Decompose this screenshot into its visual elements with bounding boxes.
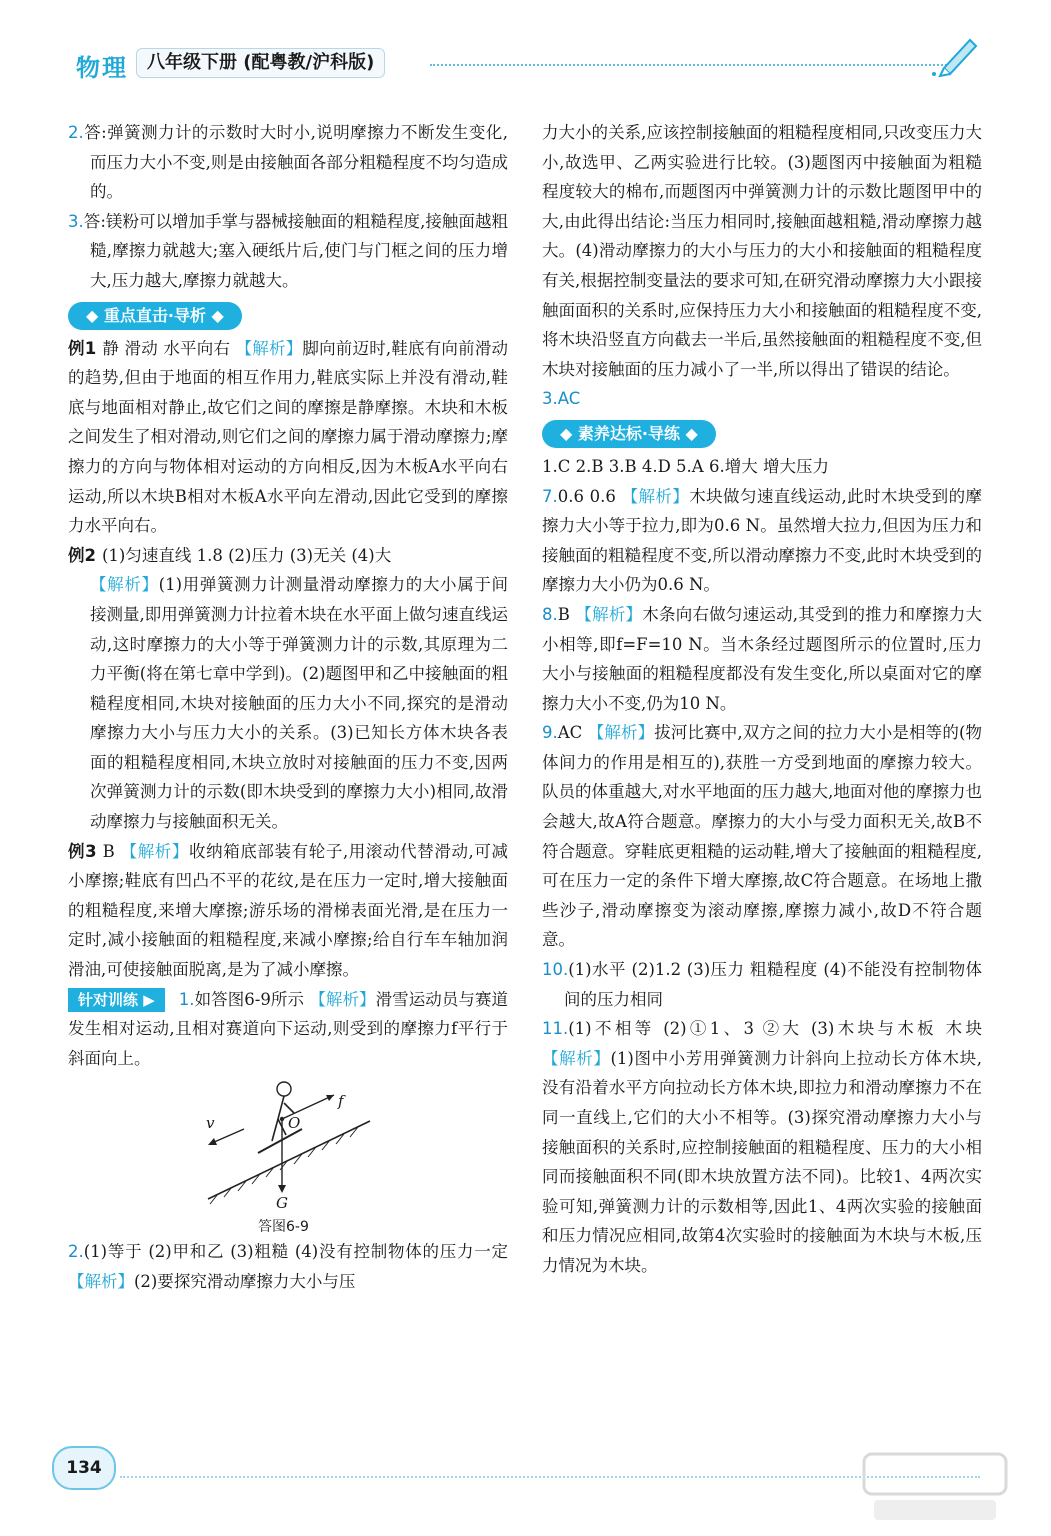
question-number: 7. [542, 486, 558, 506]
page-header [70, 44, 980, 84]
example-1 [68, 334, 508, 541]
analysis-text: 脚向前迈时,鞋底有向前滑动的趋势,但由于地面的相互作用力,鞋底实际上并没有滑动,鞋底与地面相对静止,故它们之间的摩擦是静摩擦。木块和木板之间发生了相对滑动,则它们之间的摩擦力属于滑动摩擦力;摩擦力的方向与物体相对运动的方向相反,因为木板A水平向右运动,所以木块B相对木板A水平向左滑动,因此它受到的摩擦力水平向右。 [68, 338, 509, 536]
analysis-text: (1)图中小芳用弹簧测力计斜向上拉动长方体木块,没有沿着水平方向拉动长方体木块,即拉力和滑动摩擦力不在同一直线上,它们的大小不相等。(3)探究滑动摩擦力大小与接触面积的关系时,应控制接触面的粗糙程度、压力的大小相同而接触面积不同(即木块放置方法不同)。比较1、4两次实验可知,弹簧测力计的示数相等,因此1、4两次实验的接触面和压力情况应相同,故第4次实验时的接触面为木块与木板,压力情况为木块。 [542, 1048, 983, 1275]
answer-11 [542, 1014, 982, 1280]
left-column [68, 118, 508, 1297]
right-column [542, 118, 982, 1281]
analysis-text: 收纳箱底部装有轮子,用滚动代替滑动,可减小摩擦;鞋底有凹凸不平的花纹,是在压力一定时,增大接触面的粗糙程度,来增大摩擦;游乐场的滑梯表面光滑,是在压力一定时,减小接触面的粗糙程度,来减小摩擦;给自行车车轴加润滑油,可使接触面脱离,是为了减小摩擦。 [68, 841, 509, 980]
watermark-logo [860, 1446, 1010, 1526]
analysis-tag: 【解析】 [68, 1272, 134, 1291]
velocity-label: v [206, 1114, 215, 1133]
analysis-tag: 【解析】 [542, 1048, 611, 1068]
header-rule [430, 64, 950, 66]
analysis-tag: 【解析】 [235, 338, 303, 358]
answer-value: 0.6 0.6 [557, 486, 616, 506]
subject-title: 物理 [76, 54, 128, 82]
training-answer: (1)等于 (2)甲和乙 (3)粗糙 (4)没有控制物体的压力一定 [83, 1242, 508, 1262]
analysis-text: 木块做匀速直线运动,此时木块受到的摩擦力大小等于拉力,即为0.6 N。虽然增大拉力,但因为压力和接触面的粗糙程度不变,所以滑动摩擦力不变,此时木块受到的摩擦力大小仍为0.6 N。 [542, 486, 982, 595]
answers-1-6: 1.C 2.B 3.B 4.D 5.A 6.增大 增大压力 [542, 456, 829, 476]
example-answer: 静 滑动 水平向右 [102, 338, 231, 358]
training-2 [68, 1237, 508, 1296]
answer-value: B [557, 604, 570, 624]
analysis-tag: 【解析】 [575, 604, 643, 624]
analysis-tag: 【解析】 [587, 723, 655, 743]
analysis-tag: 【解析】 [120, 841, 190, 861]
example-3 [68, 837, 508, 985]
answer-2 [68, 118, 508, 207]
gravity-label: G [276, 1194, 288, 1213]
example-label: 例3 [68, 841, 97, 861]
analysis-tag: 【解析】 [90, 575, 159, 595]
answer-3 [68, 207, 508, 296]
answer-value: (1)不相等 (2)①1、3 ②大 (3)木块与木板 木块 [568, 1019, 982, 1039]
question-number: 3. [68, 211, 84, 231]
analysis-text: (2)要探究滑动摩擦力大小与压 [134, 1272, 356, 1291]
question-number: 9. [542, 723, 558, 743]
example-label: 例2 [68, 545, 96, 565]
page-number: 134 [52, 1446, 116, 1490]
analysis-text: (1)用弹簧测力计测量滑动摩擦力的大小属于间接测量,即用弹簧测力计拉着木块在水平面上做匀速直线运动,这时摩擦力的大小等于弹簧测力计的示数,其原理为二力平衡(将在第七章中学到)。(2)题图甲和乙中接触面的粗糙程度相同,木块对接触面的压力大小不同,探究的是滑动摩擦力大小与压力大小的关系。(3)已知长方体木块各表面的粗糙程度相同,木块立放时对接触面的压力不变,因两次弹簧测力计的示数(即木块受到的摩擦力大小)相同,故滑动摩擦力与接触面积无关。 [90, 575, 509, 832]
figure-6-9 [68, 1077, 508, 1235]
skier-diagram [198, 1077, 378, 1207]
edition-text: (配粤教/沪科版) [243, 52, 375, 73]
footer-rule [120, 1476, 980, 1478]
analysis-tag: 【解析】 [309, 989, 376, 1009]
analysis-text: 木条向右做匀速运动,其受到的推力和摩擦力大小相等,即f=F=10 N。当木条经过题图所示的位置时,压力大小与接触面的粗糙程度都没有发生变化,所以桌面对它的摩擦力大小不变,仍为10 N。 [542, 604, 983, 713]
training-answer: 如答图6-9所示 [194, 989, 305, 1009]
example-2-analysis [68, 570, 508, 836]
answer-7 [542, 482, 982, 600]
analysis-text: 滑雪运动员与赛道发生相对运动,且相对赛道向下运动,则受到的摩擦力f平行于斜面向上。 [68, 989, 509, 1068]
question-number: 10. [542, 960, 569, 980]
question-number: 2. [68, 1242, 84, 1262]
grade-label [136, 48, 385, 78]
question-number: 8. [542, 604, 558, 624]
analysis-text: 拔河比赛中,双方之间的拉力大小是相等的(物体间力的作用是相互的),获胜一方受到地面的摩擦力较大。队员的体重越大,对水平地面的压力越大,地面对他的摩擦力也会越大,故A符合题意。摩擦力的大小与受力面积无关,故B不符合题意。穿鞋底更粗糙的运动鞋,增大了接触面的粗糙程度,可在压力一定的条件下增大摩擦,故C符合题意。在场地上撒些沙子,滑动摩擦变为滚动摩擦,摩擦力减小,故D不符合题意。 [542, 723, 983, 950]
question-number: 1. [178, 989, 195, 1009]
answer-text: 答:镁粉可以增加手掌与器械接触面的粗糙程度,接触面越粗糙,摩擦力就越大;塞入硬纸片后,使门与门框之间的压力增大,压力越大,摩擦力就越大。 [83, 211, 508, 290]
example-answer: (1)匀速直线 1.8 (2)压力 (3)无关 (4)大 [101, 545, 392, 565]
friction-label: f [338, 1092, 344, 1111]
figure-caption: 答图6-9 [258, 1219, 309, 1236]
analysis-tag: 【解析】 [621, 486, 690, 506]
example-answer: B [102, 841, 115, 861]
training-3: 3.AC [542, 389, 581, 409]
answer-10 [542, 955, 982, 1014]
question-number: 2. [68, 123, 84, 142]
origin-label: O [288, 1114, 301, 1133]
grade-text: 八年级下册 [147, 52, 237, 73]
section-banner-key-points: ◆ 重点直击·导析 ◆ [68, 302, 242, 330]
answer-value: (1)水平 (2)1.2 (3)压力 粗糙程度 (4)不能没有控制物体间的压力相同 [564, 960, 982, 1009]
training-1 [68, 985, 508, 1074]
question-number: 11. [542, 1019, 569, 1039]
answer-value: AC [557, 723, 583, 743]
example-2 [68, 541, 508, 571]
training-label: 针对训练 ▶ [68, 988, 165, 1012]
answer-text: 答:弹簧测力计的示数时大时小,说明摩擦力不断发生变化,而压力大小不变,则是由接触面各部分粗糙程度不均匀造成的。 [83, 123, 508, 202]
section-banner-practice: ◆ 素养达标·导练 ◆ [542, 420, 716, 448]
pencil-icon [930, 34, 980, 78]
answer-9 [542, 718, 982, 955]
example-label: 例1 [68, 338, 97, 358]
training-2-continued: 力大小的关系,应该控制接触面的粗糙程度相同,只改变压力大小,故选甲、乙两实验进行比较。(3)题图丙中接触面为粗糙程度较大的棉布,而题图丙中弹簧测力计的示数比题图甲中的大,由此得出结论:当压力相同时,接触面越粗糙,滑动摩擦力越大。(4)滑动摩擦力的大小与压力的大小和接触面的粗糙程度有关,根据控制变量法的要求可知,在研究滑动摩擦力大小跟接触面面积的关系时,应保持压力大小和接触面的粗糙程度不变,将木块沿竖直方向截去一半后,虽然接触面的粗糙程度不变,但木块对接触面的压力减小了一半,所以得出了错误的结论。 [542, 123, 982, 379]
answer-8 [542, 600, 982, 718]
